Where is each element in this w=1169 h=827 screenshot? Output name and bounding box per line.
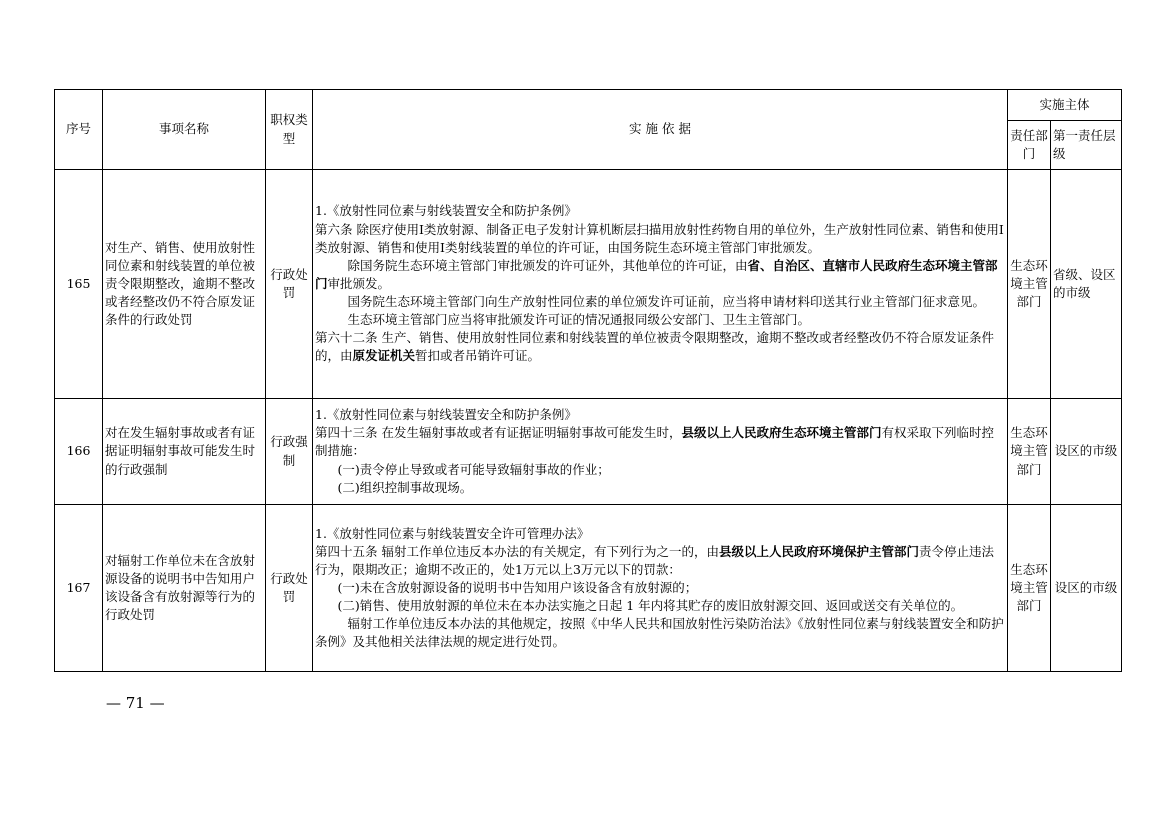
basis-text: 暂扣或者吊销许可证。 (415, 348, 541, 364)
header-basis: 实 施 依 据 (313, 90, 1008, 170)
basis-line (315, 329, 1005, 365)
basis-text: 审批颁发。 (327, 275, 391, 291)
header-dept: 责任部门 (1008, 121, 1051, 170)
basis-line: 1.《放射性同位素与射线装置安全和防护条例》 (315, 407, 577, 423)
header-subject: 实施主体 (1008, 90, 1122, 121)
table-row (55, 505, 1122, 672)
basis-text: 责令停止违法行为，限期改正；逾期不改正的，处1万元以上3万元以下的罚款： (315, 543, 995, 577)
row-dept: 生态环境主管部门 (1008, 399, 1051, 505)
basis-line (315, 543, 1005, 579)
header-name: 事项名称 (103, 90, 266, 170)
row-basis (313, 505, 1008, 672)
basis-authority: 县级以上人民政府生态环境主管部门 (681, 425, 882, 441)
row-basis (313, 399, 1008, 505)
basis-line: (一)责令停止导致或者可能导致辐射事故的作业； (337, 461, 610, 477)
row-basis (313, 170, 1008, 399)
table-row (55, 170, 1122, 399)
basis-line: 第六条 除医疗使用Ⅰ类放射源、制备正电子发射计算机断层扫描用放射性药物自用的单位外，生产放射性同位素、销售和使用Ⅰ类放射源、销售和使用Ⅰ类射线装置的单位的许可证，由国务院生态环境主管部门审批颁发。 (315, 221, 1004, 255)
basis-line (315, 257, 1005, 293)
table-row (55, 399, 1122, 505)
basis-text: 除国务院生态环境主管部门审批颁发的许可证外，其他单位的许可证，由 (347, 257, 748, 273)
enforcement-table (54, 89, 1122, 672)
row-level: 省级、设区的市级 (1051, 170, 1122, 399)
row-name: 对生产、销售、使用放射性同位素和射线装置的单位被责令限期整改，逾期不整改或者经整改仍不符合原发证条件的行政处罚 (103, 170, 266, 399)
basis-line: 国务院生态环境主管部门向生产放射性同位素的单位颁发许可证前，应当将申请材料印送其行业主管部门征求意见。 (347, 294, 986, 310)
basis-line: 生态环境主管部门应当将审批颁发许可证的情况通报同级公安部门、卫生主管部门。 (347, 312, 811, 328)
row-seq: 165 (55, 170, 103, 399)
header-type: 职权类型 (266, 90, 313, 170)
row-seq: 166 (55, 399, 103, 505)
row-dept: 生态环境主管部门 (1008, 505, 1051, 672)
basis-line: (一)未在含放射源设备的说明书中告知用户该设备含有放射源的； (337, 579, 698, 595)
row-level: 设区的市级 (1051, 399, 1122, 505)
row-dept: 生态环境主管部门 (1008, 170, 1051, 399)
basis-line: 1.《放射性同位素与射线装置安全许可管理办法》 (315, 525, 590, 541)
basis-line: 1.《放射性同位素与射线装置安全和防护条例》 (315, 203, 577, 219)
header-level: 第一责任层级 (1051, 121, 1122, 170)
basis-authority: 县级以上人民政府环境保护主管部门 (718, 543, 919, 559)
header-row-1 (55, 90, 1122, 121)
basis-line: 辐射工作单位违反本办法的其他规定，按照《中华人民共和国放射性污染防治法》《放射性同位素与射线装置安全和防护条例》及其他相关法律法规的规定进行处罚。 (315, 616, 1004, 650)
page-number: — 71 — (106, 694, 165, 712)
basis-line: (二)组织控制事故现场。 (337, 479, 473, 495)
basis-text: 第四十三条 在发生辐射事故或者有证据证明辐射事故可能发生时， (315, 425, 682, 441)
row-type: 行政强制 (266, 399, 313, 505)
header-seq: 序号 (55, 90, 103, 170)
basis-authority: 省、自治区、直辖市人民政府生态环境主管部门 (315, 257, 998, 291)
row-seq: 167 (55, 505, 103, 672)
row-name: 对辐射工作单位未在含放射源设备的说明书中告知用户该设备含有放射源等行为的行政处罚 (103, 505, 266, 672)
basis-text: 第六十二条 生产、销售、使用放射性同位素和射线装置的单位被责令限期整改，逾期不整改或者经整改仍不符合原发证条件的，由 (315, 330, 994, 364)
basis-text: 第四十五条 辐射工作单位违反本办法的有关规定，有下列行为之一的，由 (315, 543, 719, 559)
basis-text: 有权采取下列临时控制措施： (315, 425, 995, 459)
basis-line (315, 424, 1005, 460)
basis-line: (二)销售、使用放射源的单位未在本办法实施之日起 1 年内将其贮存的废旧放射源交回、返回或送交有关单位的。 (337, 598, 964, 614)
row-type: 行政处罚 (266, 505, 313, 672)
row-level: 设区的市级 (1051, 505, 1122, 672)
basis-authority: 原发证机关 (352, 348, 416, 364)
row-type: 行政处罚 (266, 170, 313, 399)
row-name: 对在发生辐射事故或者有证据证明辐射事故可能发生时的行政强制 (103, 399, 266, 505)
